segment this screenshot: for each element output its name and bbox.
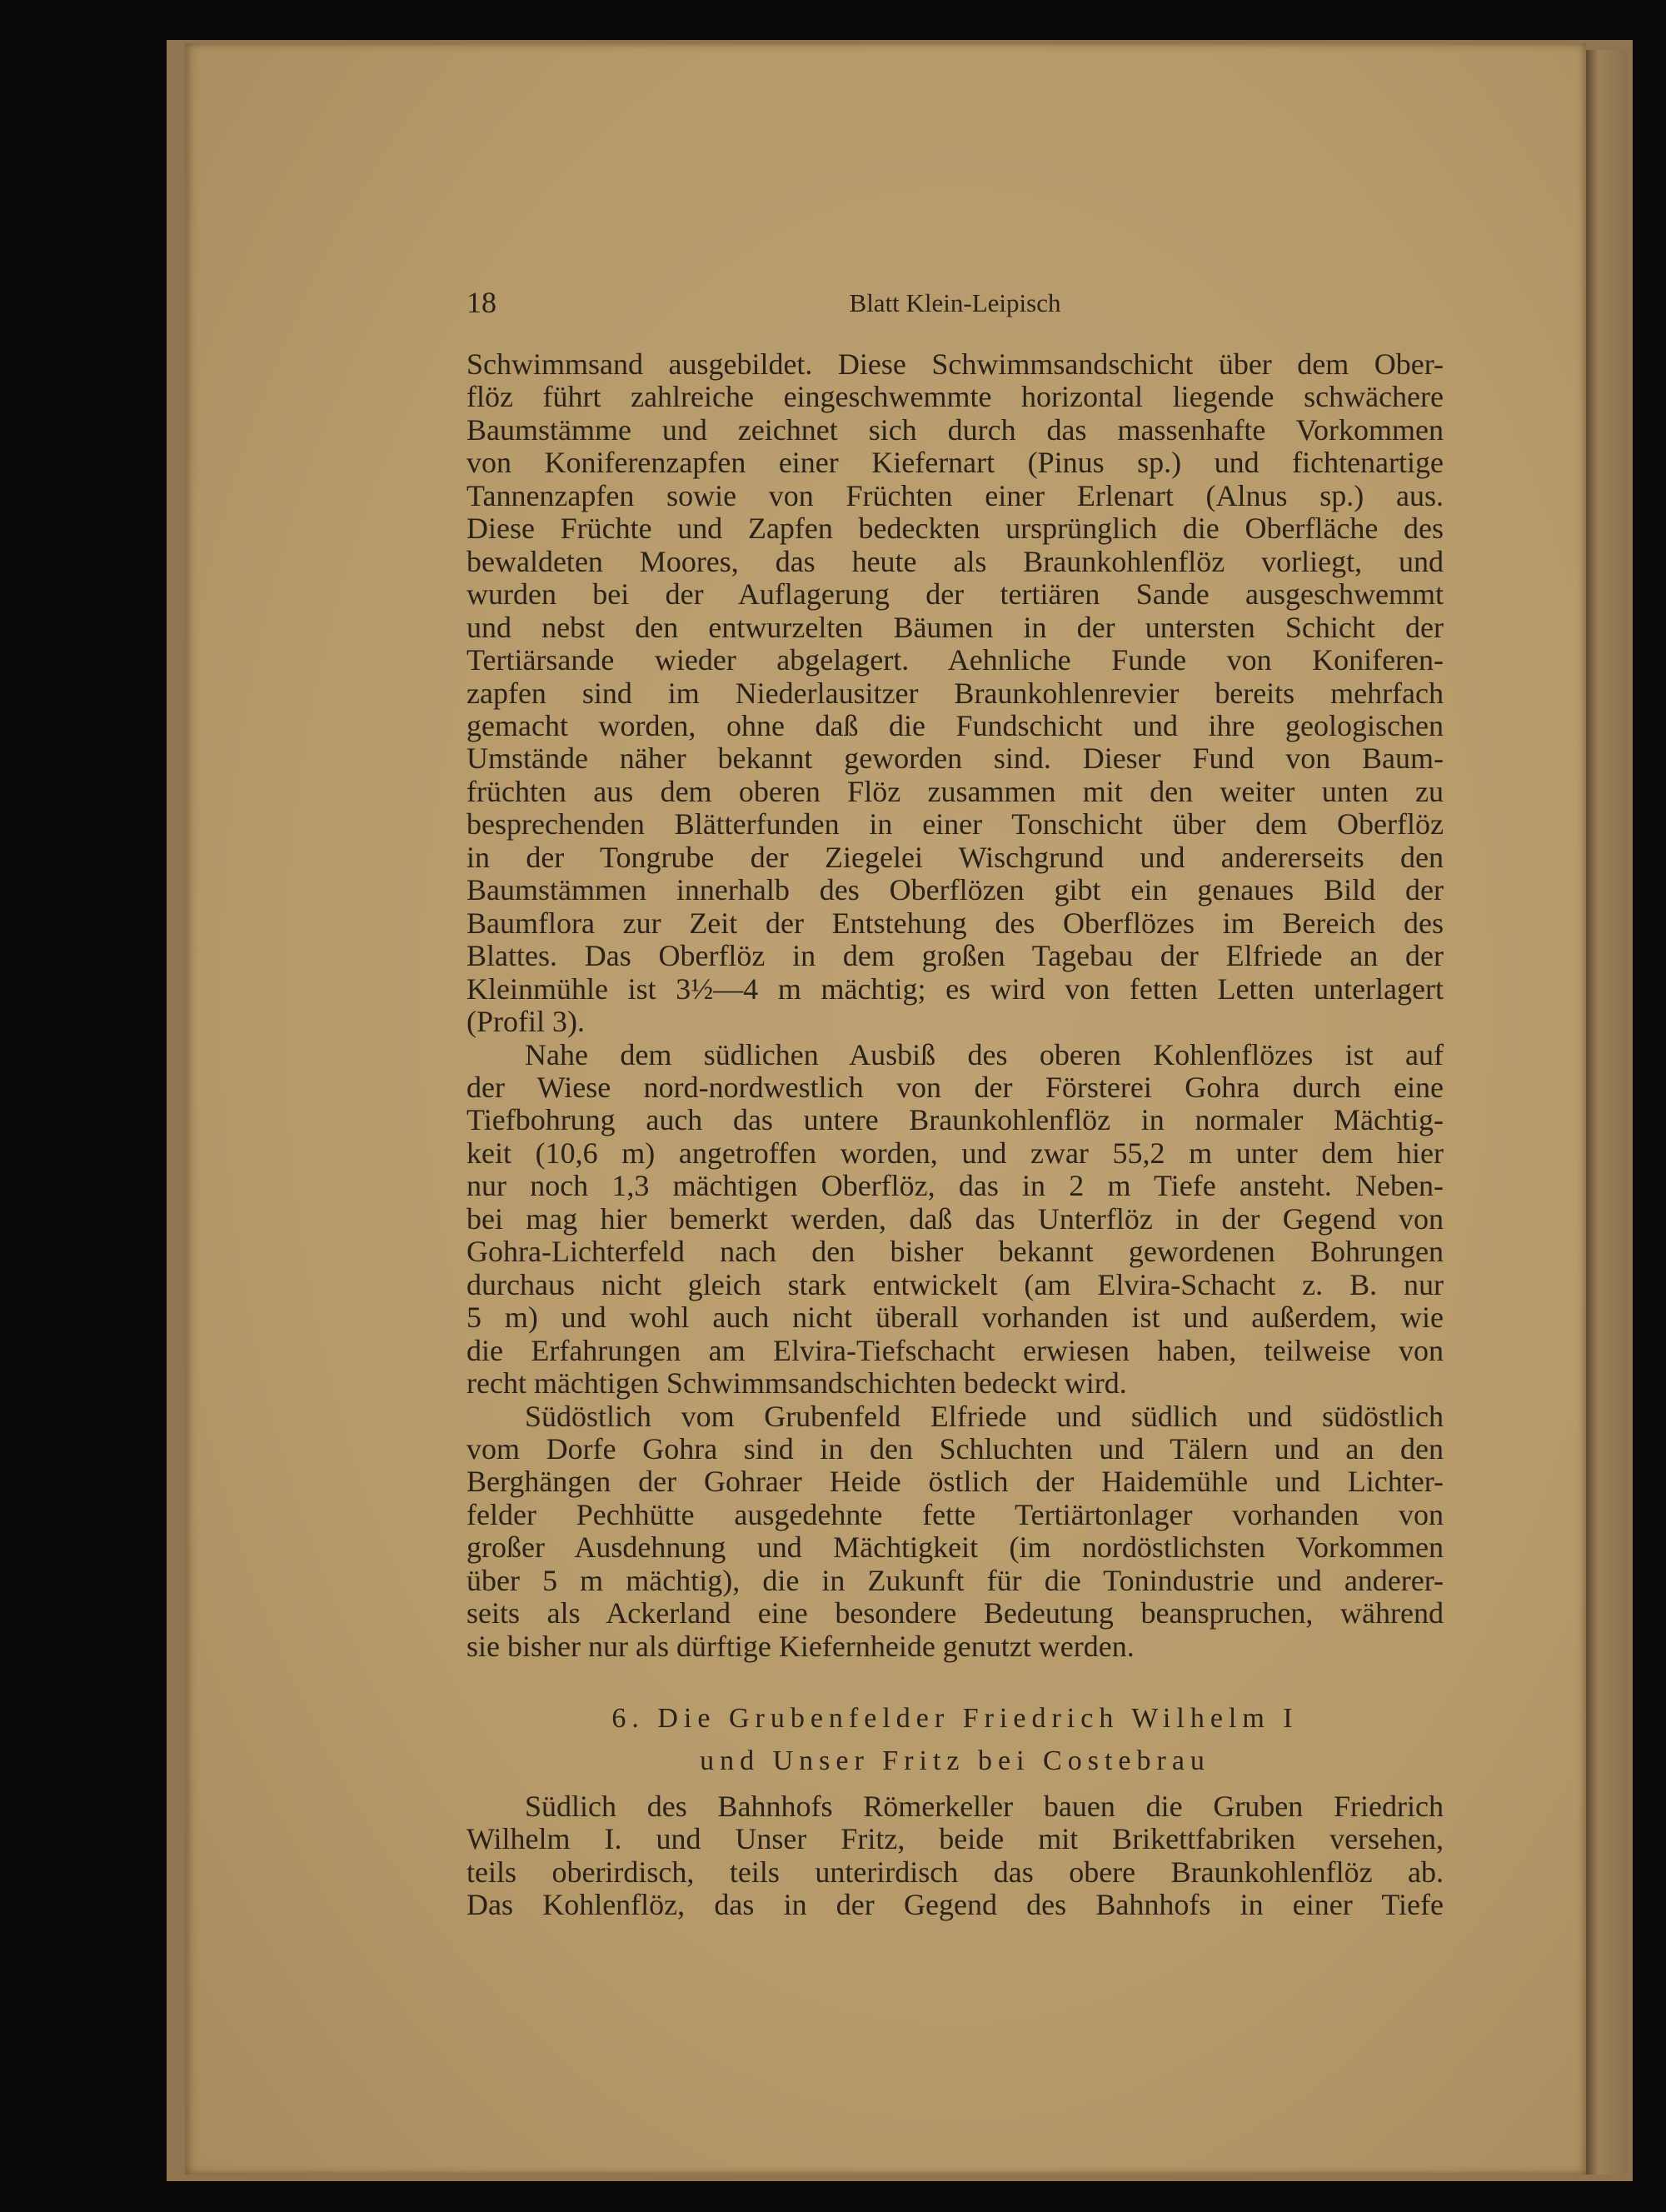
text-line: wurden bei der Auflagerung der tertiären Sande ausgeschwemmt bbox=[466, 578, 1444, 612]
text-line: felder Pechhütte ausgedehnte fette Tertiärtonlager vorhanden von bbox=[466, 1498, 1444, 1531]
text-line: Gohra-Lichterfeld nach den bisher bekannt gewordenen Bohrungen bbox=[466, 1236, 1444, 1269]
paragraph bbox=[466, 1039, 1444, 1401]
text-line: der Wiese nord-nordwestlich von der Försterei Gohra durch eine bbox=[466, 1071, 1444, 1104]
text-line: in der Tongrube der Ziegelei Wischgrund und andererseits den bbox=[466, 841, 1444, 874]
text-line: sie bisher nur als dürftige Kiefernheide genutzt werden. bbox=[466, 1630, 1135, 1663]
page-fore-edge bbox=[1586, 50, 1628, 2175]
text-line: 5 m) und wohl auch nicht überall vorhanden ist und außerdem, wie bbox=[466, 1301, 1444, 1335]
text-line: von Koniferenzapfen einer Kiefernart (Pinus sp.) und fichtenartige bbox=[466, 447, 1444, 480]
text-line: flöz führt zahlreiche eingeschwemmte horizontal liegende schwächere bbox=[466, 381, 1444, 414]
text-line: Das Kohlenflöz, das in der Gegend des Bahnhofs in einer Tiefe bbox=[466, 1889, 1444, 1922]
section-heading-line-1: 6. Die Grubenfelder Friedrich Wilhelm I bbox=[611, 1703, 1299, 1734]
text-line: seits als Ackerland eine besondere Bedeutung beanspruchen, während bbox=[466, 1597, 1444, 1630]
text-line: und nebst den entwurzelten Bäumen in der untersten Schicht der bbox=[466, 611, 1444, 644]
section-body-text bbox=[466, 1790, 1444, 1922]
section-heading-line-2: und Unser Fritz bei Costebrau bbox=[700, 1745, 1210, 1776]
section-heading bbox=[466, 1697, 1444, 1782]
text-line: Kleinmühle ist 3½—4 m mächtig; es wird von fetten Letten unterlagert bbox=[466, 972, 1444, 1006]
text-line: gemacht worden, ohne daß die Fundschicht und ihre geologischen bbox=[466, 709, 1444, 742]
text-line: Südlich des Bahnhofs Römerkeller bauen die Gruben Friedrich bbox=[525, 1790, 1444, 1823]
paragraph bbox=[466, 1401, 1444, 1664]
text-line: die Erfahrungen am Elvira-Tiefschacht erwiesen haben, teilweise von bbox=[466, 1334, 1444, 1367]
paragraph bbox=[466, 1790, 1444, 1922]
text-line: über 5 m mächtig), die in Zukunft für die Tonindustrie und anderer- bbox=[466, 1564, 1444, 1597]
text-line: Diese Früchte und Zapfen bedeckten ursprünglich die Oberfläche des bbox=[466, 512, 1444, 546]
text-line: durchaus nicht gleich stark entwickelt (am Elvira-Schacht z. B. nur bbox=[466, 1268, 1444, 1301]
text-line: bewaldeten Moores, das heute als Braunkohlenflöz vorliegt, und bbox=[466, 545, 1444, 578]
running-title: Blatt Klein-Leipisch bbox=[849, 288, 1061, 317]
text-line: (Profil 3). bbox=[466, 1006, 585, 1039]
text-line: keit (10,6 m) angetroffen worden, und zwar 55,2 m unter dem hier bbox=[466, 1136, 1444, 1170]
text-line: teils oberirdisch, teils unterirdisch das obere Braunkohlenflöz ab. bbox=[466, 1855, 1444, 1889]
text-line: Blattes. Das Oberflöz in dem großen Tagebau der Elfriede an der bbox=[466, 940, 1444, 973]
text-line: Südöstlich vom Grubenfeld Elfriede und südlich und südöstlich bbox=[525, 1400, 1444, 1433]
text-line: Tiefbohrung auch das untere Braunkohlenflöz in normaler Mächtig- bbox=[466, 1104, 1444, 1137]
text-line: früchten aus dem oberen Flöz zusammen mit den weiter unten zu bbox=[466, 775, 1444, 808]
text-line: Berghängen der Gohraer Heide östlich der Haidemühle und Lichter- bbox=[466, 1466, 1444, 1499]
text-line: Tannenzapfen sowie von Früchten einer Erlenart (Alnus sp.) aus. bbox=[466, 479, 1444, 512]
text-line: Umstände näher bekannt geworden sind. Dieser Fund von Baum- bbox=[466, 742, 1444, 776]
text-line: großer Ausdehnung und Mächtigkeit (im nordöstlichsten Vorkommen bbox=[466, 1531, 1444, 1565]
text-line: Baumflora zur Zeit der Entstehung des Oberflözes im Bereich des bbox=[466, 906, 1444, 940]
body-text bbox=[466, 348, 1444, 1663]
paragraph bbox=[466, 348, 1444, 1039]
running-header bbox=[466, 285, 1444, 323]
text-line: zapfen sind im Niederlausitzer Braunkohlenrevier bereits mehrfach bbox=[466, 677, 1444, 710]
text-line: besprechenden Blätterfunden in einer Tonschicht über dem Oberflöz bbox=[466, 808, 1444, 841]
text-line: bei mag hier bemerkt werden, daß das Unterflöz in der Gegend von bbox=[466, 1202, 1444, 1236]
text-line: Wilhelm I. und Unser Fritz, beide mit Brikettfabriken versehen, bbox=[466, 1823, 1444, 1856]
text-line: Baumstämmen innerhalb des Oberflözen gibt ein genaues Bild der bbox=[466, 874, 1444, 907]
text-line: Tertiärsande wieder abgelagert. Aehnliche Funde von Koniferen- bbox=[466, 644, 1444, 677]
text-line: recht mächtigen Schwimmsandschichten bedeckt wird. bbox=[466, 1367, 1127, 1401]
text-line: Schwimmsand ausgebildet. Diese Schwimmsandschicht über dem Ober- bbox=[466, 348, 1444, 381]
text-line: Baumstämme und zeichnet sich durch das massenhafte Vorkommen bbox=[466, 413, 1444, 447]
text-line: vom Dorfe Gohra sind in den Schluchten und Tälern und an den bbox=[466, 1432, 1444, 1466]
text-line: nur noch 1,3 mächtigen Oberflöz, das in 2 m Tiefe ansteht. Neben- bbox=[466, 1170, 1444, 1203]
text-line: Nahe dem südlichen Ausbiß des oberen Kohlenflözes ist auf bbox=[525, 1038, 1444, 1071]
page-number: 18 bbox=[466, 286, 496, 319]
